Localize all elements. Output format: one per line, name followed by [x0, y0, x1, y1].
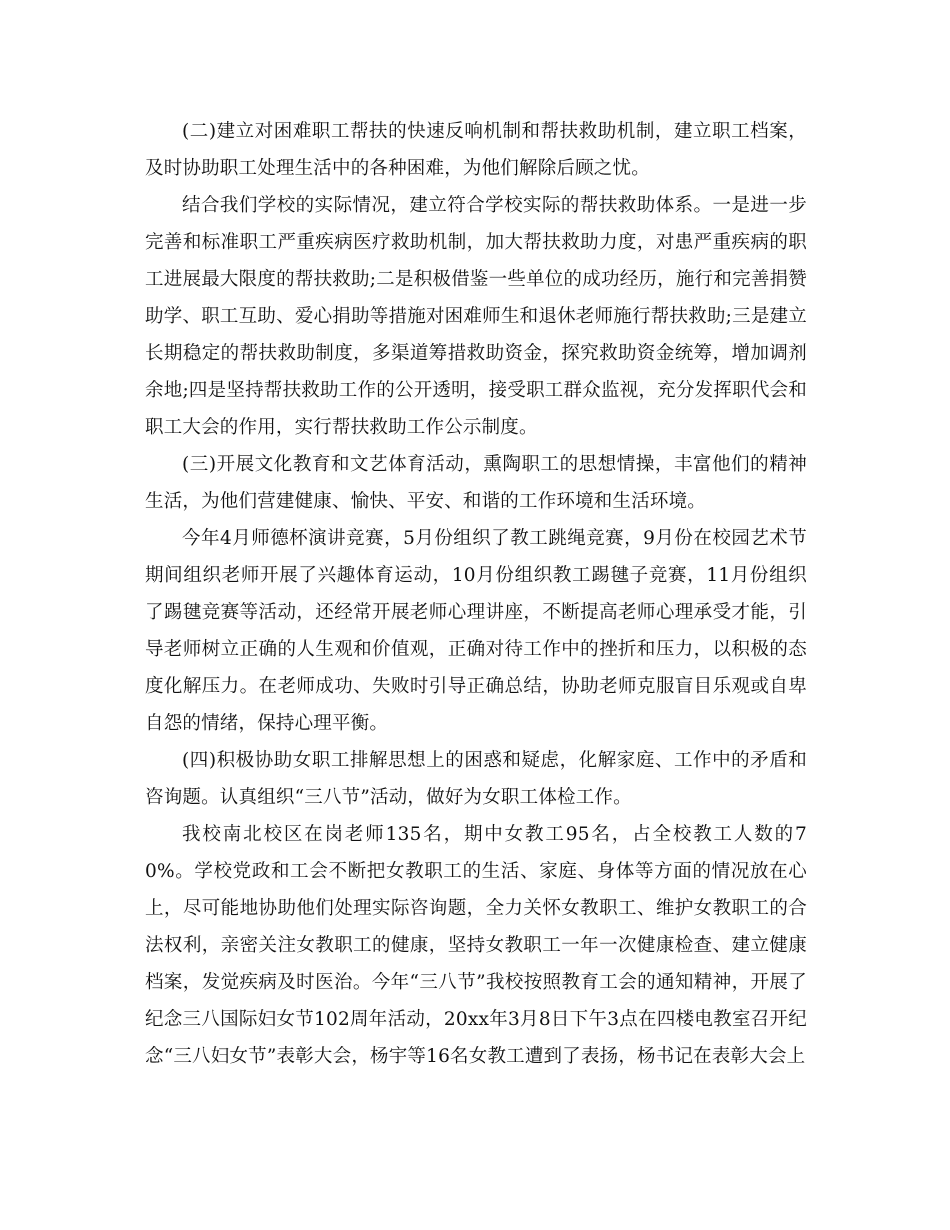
paragraph-female-staff-support: (四)积极协助女职工排解思想上的困惑和疑虑，化解家庭、工作中的矛盾和咨询题。认真组织“三八节”活动，做好为女职工体检工作。	[145, 750, 807, 808]
paragraph-culture-activities: (三)开展文化教育和文艺体育活动，熏陶职工的思想情操，丰富他们的精神生活，为他们营建健康、愉快、平安、和谐的工作环境和生活环境。	[145, 454, 807, 512]
paragraph-support-mechanism: (二)建立对困难职工帮扶的快速反响机制和帮扶救助机制，建立职工档案，及时协助职工处理生活中的各种困难，为他们解除后顾之忧。	[145, 121, 807, 179]
paragraph-female-staff-details: 我校南北校区在岗老师135名，期中女教工95名，占全校教工人数的70%。学校党政和工会不断把女教职工的生活、家庭、身体等方面的情况放在心上，尽可能地协助他们处理实际咨询题，全力关怀女教职工、维护女教职工的合法权利，亲密关注女教职工的健康，坚持女教职工一年一次健康检查、建立健康档案，发觉疾病及时医治。今年“三八节”我校按照教育工会的通知精神，开展了纪念三八国际妇女节102周年活动，20xx年3月8日下午3点在四楼电教室召开纪念“三八妇女节”表彰大会，杨宇等16名女教工遭到了表扬，杨书记在表彰大会上	[145, 824, 807, 1067]
document-body	[145, 113, 807, 1075]
paragraph-activity-details: 今年4月师德杯演讲竞赛，5月份组织了教工跳绳竞赛，9月份在校园艺术节期间组织老师开展了兴趣体育运动，10月份组织教工踢毽子竞赛，11月份组织了踢毽竞赛等活动，还经常开展老师心理讲座，不断提高老师心理承受才能，引导老师树立正确的人生观和价值观，正确对待工作中的挫折和压力，以积极的态度化解压力。在老师成功、失败时引导正确总结，协助老师克服盲目乐观或自卑自怨的情绪，保持心理平衡。	[145, 528, 807, 734]
paragraph-assistance-system: 结合我们学校的实际情况，建立符合学校实际的帮扶救助体系。一是进一步完善和标准职工严重疾病医疗救助机制，加大帮扶救助力度，对患严重疾病的职工进展最大限度的帮扶救助;二是积极借鉴一些单位的成功经历，施行和完善捐赞助学、职工互助、爱心捐助等措施对困难师生和退休老师施行帮扶救助;三是建立长期稳定的帮扶救助制度，多渠道筹措救助资金，探究救助资金统筹，增加调剂余地;四是坚持帮扶救助工作的公开透明，接受职工群众监视，充分发挥职代会和职工大会的作用，实行帮扶救助工作公示制度。	[145, 195, 807, 438]
